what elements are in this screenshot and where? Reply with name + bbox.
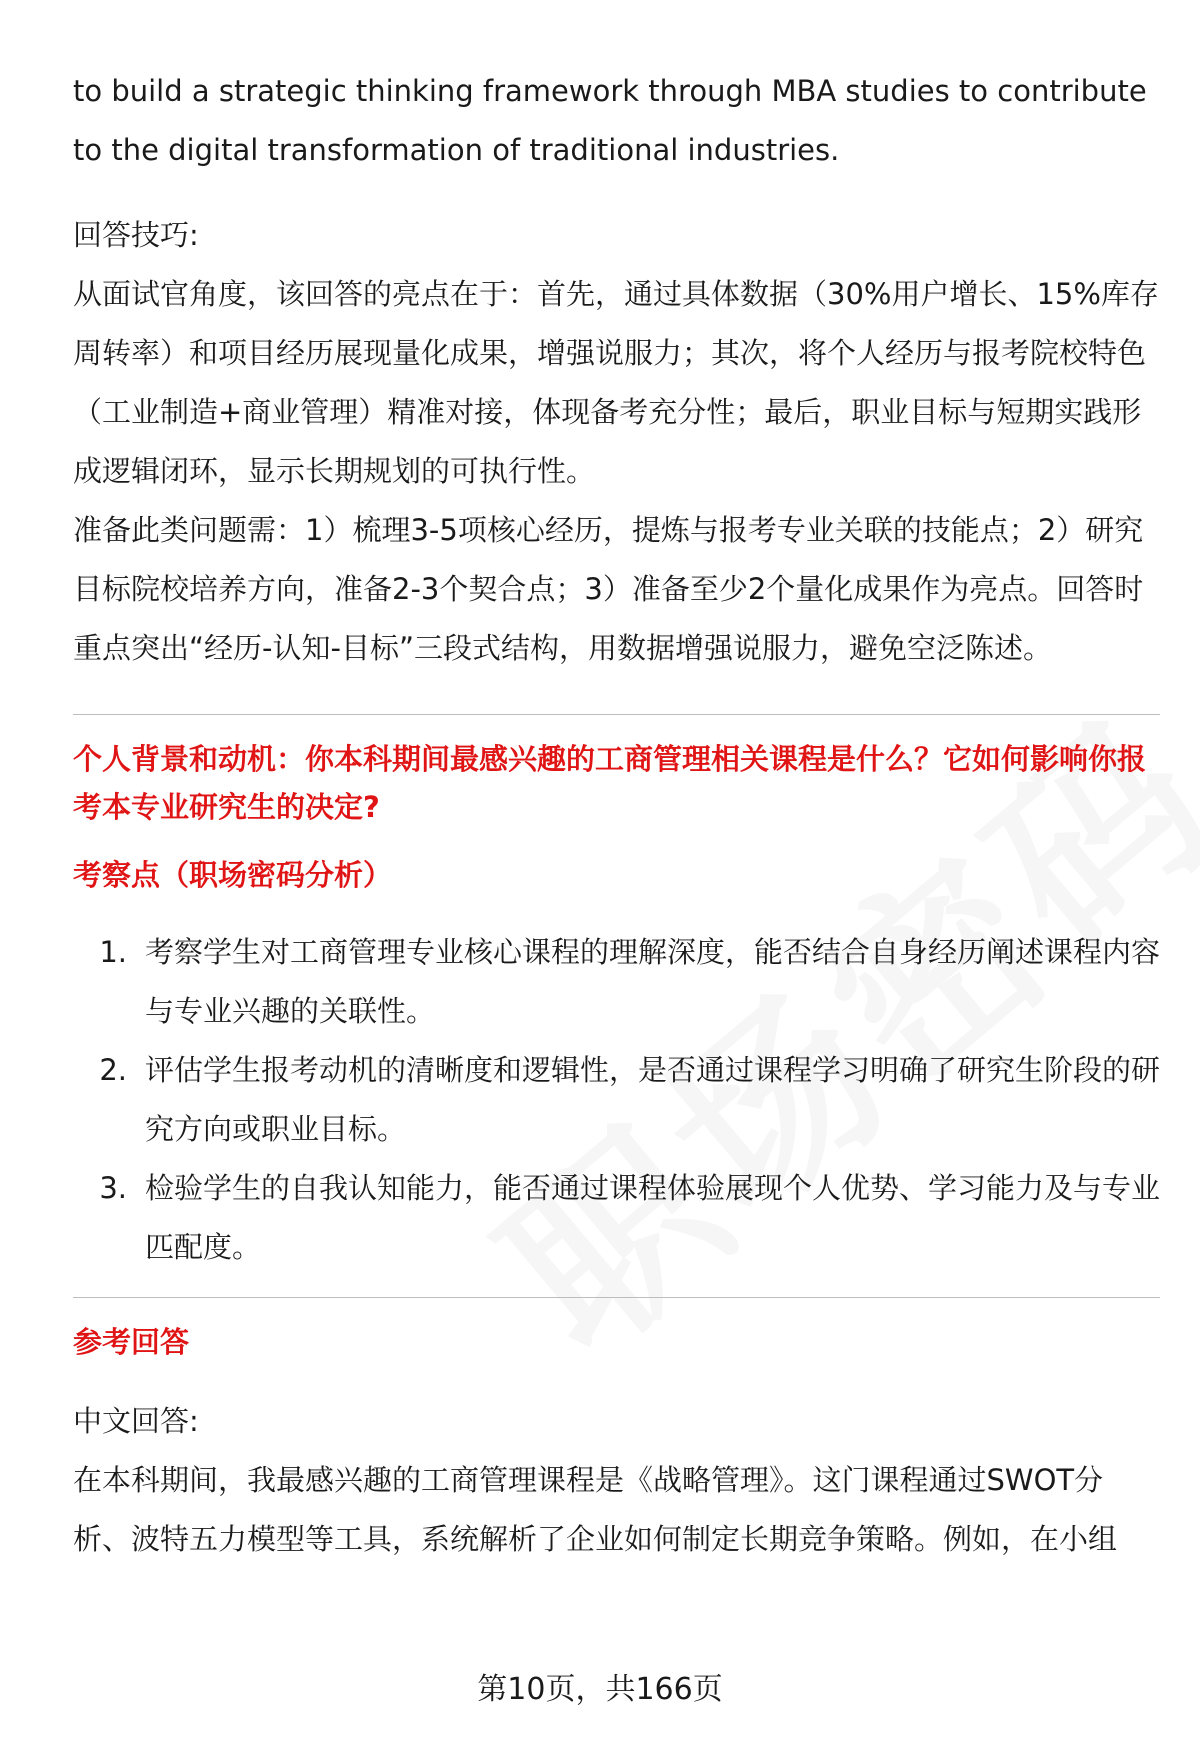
analysis-heading: 考察点（职场密码分析） — [73, 858, 393, 892]
list-item — [73, 1159, 1160, 1277]
list-item-text: 评估学生报考动机的清晰度和逻辑性，是否通过课程学习明确了研究生阶段的研究方向或职业目标。 — [145, 1053, 1161, 1146]
chinese-answer-heading: 中文回答: — [73, 1404, 199, 1438]
question-title: 个人背景和动机：你本科期间最感兴趣的工商管理相关课程是什么？它如何影响你报考本专业研究生的决定? — [73, 742, 1147, 824]
list-item-number: 2. — [99, 1053, 127, 1087]
tips-heading: 回答技巧: — [73, 218, 199, 252]
intro-english-paragraph: to build a strategic thinking framework through MBA studies to contribute to the digital transformation of traditional industries. — [73, 74, 1147, 167]
analysis-points-list — [73, 923, 1160, 1277]
section-divider — [73, 1297, 1160, 1298]
reference-answer-heading: 参考回答 — [73, 1325, 190, 1359]
list-item-text: 考察学生对工商管理专业核心课程的理解深度，能否结合自身经历阐述课程内容与专业兴趣的关联性。 — [145, 935, 1161, 1028]
list-item-number: 3. — [99, 1171, 127, 1205]
list-item — [73, 923, 1160, 1041]
chinese-answer-paragraph: 在本科期间，我最感兴趣的工商管理课程是《战略管理》。这门课程通过SWOT分析、波特五力模型等工具，系统解析了企业如何制定长期竞争策略。例如，在小组 — [73, 1463, 1118, 1556]
section-divider — [73, 714, 1160, 715]
tips-paragraph-1: 从面试官角度，该回答的亮点在于：首先，通过具体数据（30%用户增长、15%库存周转率）和项目经历展现量化成果，增强说服力；其次，将个人经历与报考院校特色（工业制造+商业管理）精准对接，体现备考充分性；最后，职业目标与短期实践形成逻辑闭环，显示长期规划的可执行性。 — [73, 277, 1159, 488]
document-body — [73, 62, 1160, 1569]
list-item-number: 1. — [99, 935, 127, 969]
page-number: 第10页，共166页 — [477, 1672, 723, 1707]
list-item — [73, 1041, 1160, 1159]
list-item-text: 检验学生的自我认知能力，能否通过课程体验展现个人优势、学习能力及与专业匹配度。 — [145, 1171, 1161, 1264]
tips-paragraph-2: 准备此类问题需：1）梳理3-5项核心经历，提炼与报考专业关联的技能点；2）研究目标院校培养方向，准备2-3个契合点；3）准备至少2个量化成果作为亮点。回答时重点突出“经历-认知-目标”三段式结构，用数据增强说服力，避免空泛陈述。 — [73, 513, 1144, 665]
